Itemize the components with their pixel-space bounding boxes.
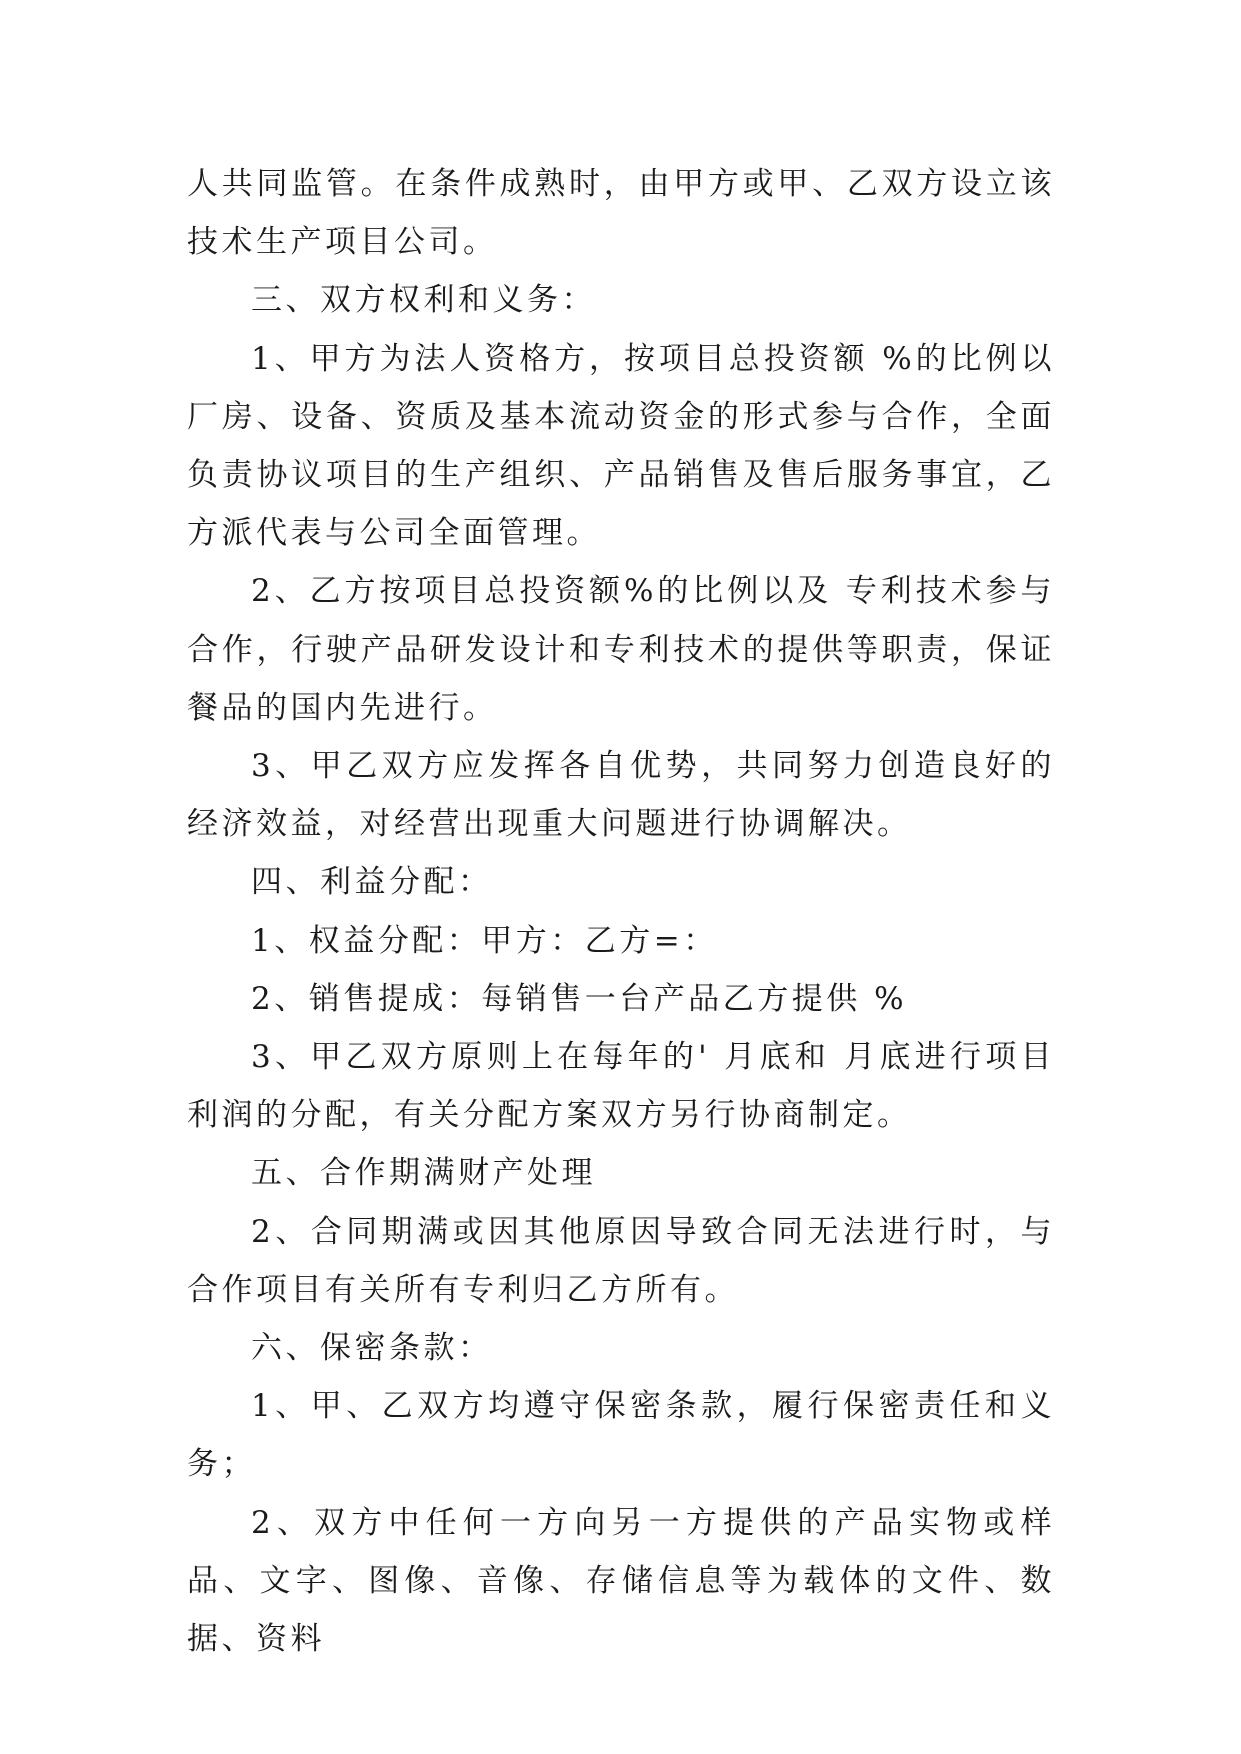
- section-heading-property-handling: 五、合作期满财产处理: [251, 1155, 596, 1192]
- clause-4-1: 1、权益分配：甲方：乙方=：: [251, 922, 718, 959]
- clause-6-1: 1、甲、乙双方均遵守保密条款，履行保密责任和义务；: [187, 1388, 1055, 1483]
- section-heading-rights-obligations: 三、双方权利和义务：: [251, 282, 596, 319]
- clause-3-3: 3、甲乙双方应发挥各自优势，共同努力创造良好的经济效益，对经营出现重大问题进行协调解决。: [187, 748, 1055, 843]
- clause-6-2: 2、双方中任何一方向另一方提供的产品实物或样品、文字、图像、音像、存储信息等为载体的文件、数据、资料: [187, 1504, 1055, 1658]
- document-body: [187, 155, 1055, 1668]
- clause-3-2: 2、乙方按项目总投资额%的比例以及 专利技术参与合作，行驶产品研发设计和专利技术的提供等职责，保证餐品的国内先进行。: [187, 573, 1055, 726]
- section-heading-confidentiality: 六、保密条款：: [251, 1330, 493, 1367]
- clause-4-3: 3、甲乙双方原则上在每年的' 月底和 月底进行项目利润的分配，有关分配方案双方另行协商制定。: [187, 1039, 1055, 1134]
- paragraph-continuation: 人共同监管。在条件成熟时，由甲方或甲、乙双方设立该技术生产项目公司。: [187, 166, 1055, 261]
- clause-5-2: 2、合同期满或因其他原因导致合同无法进行时，与合作项目有关所有专利归乙方所有。: [187, 1213, 1055, 1308]
- clause-4-2: 2、销售提成：每销售一台产品乙方提供 %: [251, 980, 908, 1017]
- section-heading-profit-distribution: 四、利益分配：: [251, 864, 493, 901]
- clause-3-1: 1、甲方为法人资格方，按项目总投资额 %的比例以厂房、设备、资质及基本流动资金的形式参与合作，全面负责协议项目的生产组织、产品销售及售后服务事宜，乙方派代表与公司全面管理。: [187, 340, 1055, 552]
